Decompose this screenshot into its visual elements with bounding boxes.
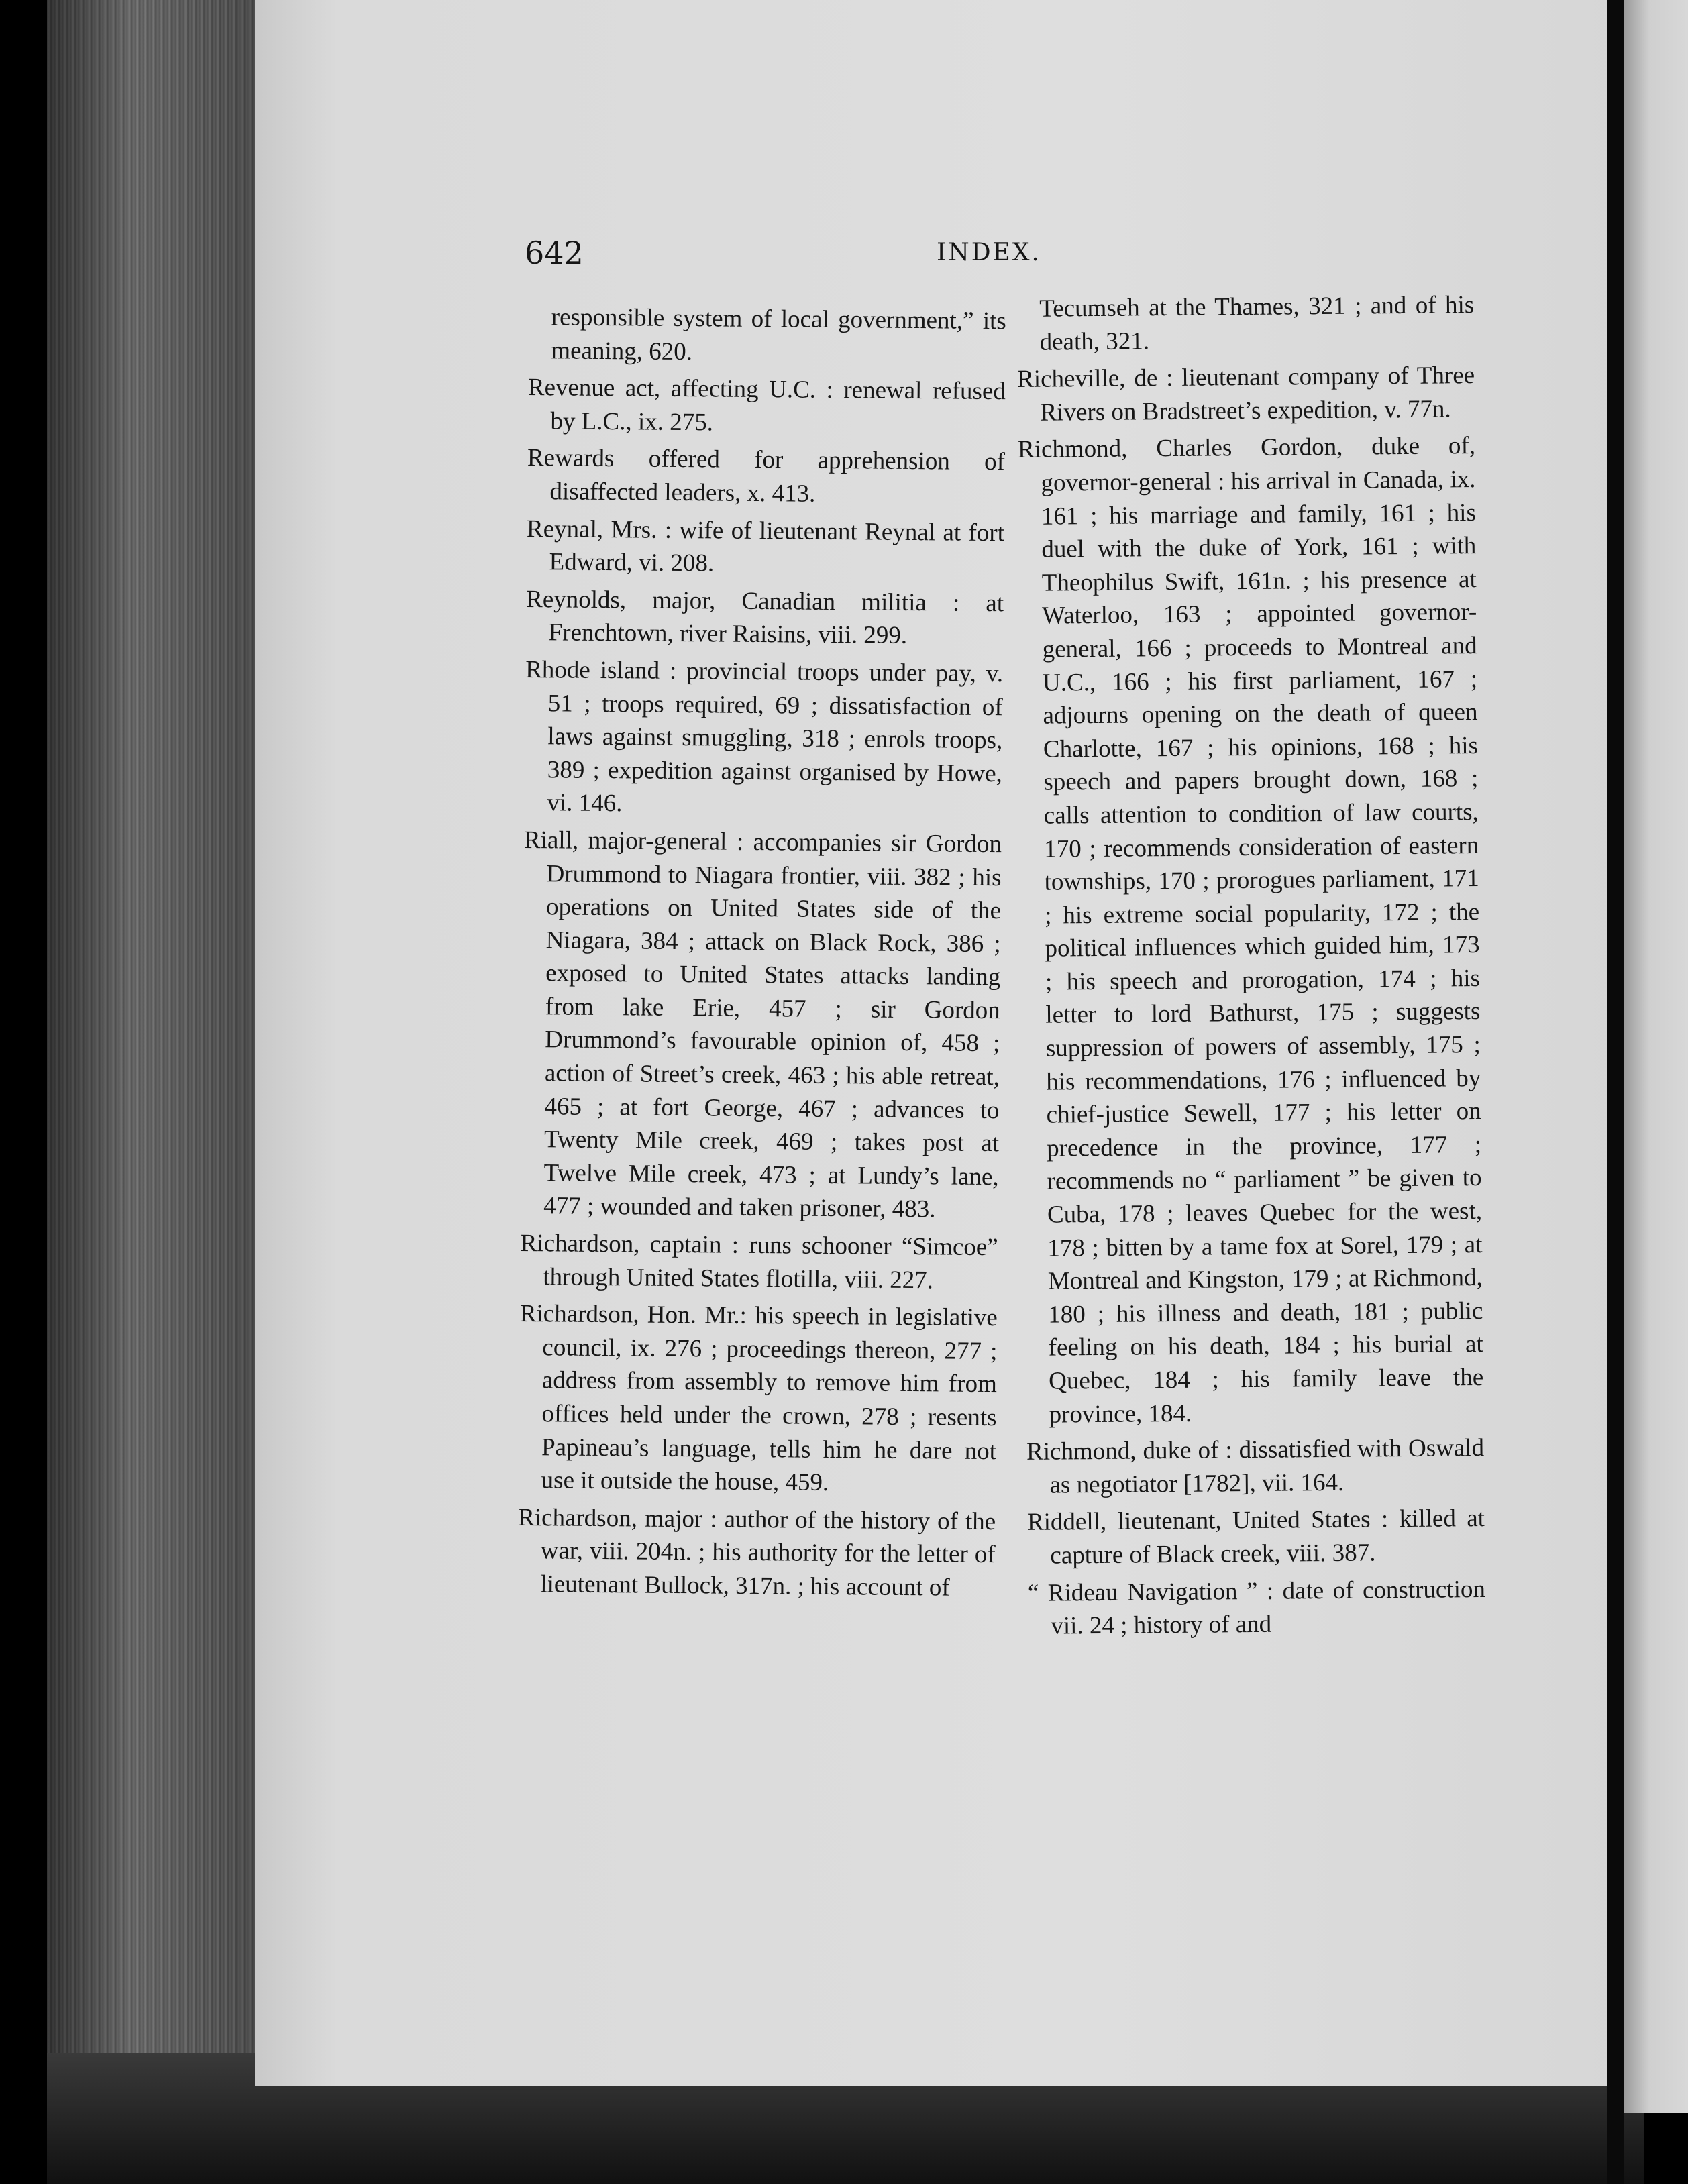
index-entry: “ Rideau Navigation ” : date of construction vii. 24 ; history of and <box>1027 1575 1486 1640</box>
index-entry: responsible system of local government,” its meaning, 620. <box>551 303 1006 366</box>
index-entry: Rhode island : provincial troops under pay, v. 51 ; troops required, 69 ; dissatisfaction of laws against smuggling, 318 ; enrols troops, 389 ; expedition against organised by Howe, vi. 146. <box>525 655 1004 818</box>
index-entry: Richardson, Hon. Mr.: his speech in legislative council, ix. 276 ; proceedings thereon, 277 ; address from assembly to remove him from offices held under the crown, 278 ; resents Papineau’s language, tells him he dare not use it outside the house, 459. <box>519 1300 998 1497</box>
index-entry: Richardson, major : author of the history of the war, viii. 204n. ; his authority for the letter of lieutenant Bullock, 317n. ; his account of <box>517 1503 996 1602</box>
running-head: INDEX. <box>937 239 1041 266</box>
index-column-right <box>1016 288 1486 1647</box>
index-entry: Reynal, Mrs. : wife of lieutenant Reynal at fort Edward, vi. 208. <box>526 514 1005 578</box>
index-entry: Richmond, duke of : dissatisfied with Oswald as negotiator [1782], vii. 164. <box>1026 1434 1485 1499</box>
index-column-left <box>517 301 1006 1609</box>
index-entry: Riall, major-general : accompanies sir Gordon Drummond to Niagara frontier, viii. 382 ; his operations on United States side of the Niagara, 384 ; attack on Black Rock, 386 ; exposed to United States attacks landing from lake Erie, 457 ; sir Gordon Drummond’s favourable opinion of, 458 ; action of Street’s creek, 463 ; his able retreat, 465 ; at fort George, 467 ; advances to Twenty Mile creek, 469 ; takes post at Twelve Mile creek, 473 ; at Lundy’s lane, 477 ; wounded and taken prisoner, 483. <box>523 826 1002 1223</box>
page-header <box>525 235 1464 282</box>
page-gutter <box>1607 0 1624 2184</box>
index-entry: Tecumseh at the Thames, 321 ; and of his death, 321. <box>1039 291 1475 356</box>
next-page-sliver <box>1624 0 1688 2113</box>
index-entry: Richeville, de : lieutenant company of Three Rivers on Bradstreet’s expedition, v. 77n. <box>1016 362 1475 427</box>
page-number: 642 <box>525 235 584 271</box>
book-edge-shadow <box>47 0 262 2184</box>
index-entry: Rewards offered for apprehension of disaffected leaders, x. 413. <box>527 444 1006 508</box>
index-entry: Richmond, Charles Gordon, duke of, governor-general : his arrival in Canada, ix. 161 ; his marriage and family, 161 ; his duel with the duke of York, 161 ; with Theophilus Swift, 161n. ; his presence at Waterloo, 163 ; appointed governor-general, 166 ; proceeds to Montreal and U.C., 166 ; his first parliament, 167 ; adjourns opening on the death of queen Charlotte, 167 ; his opinions, 168 ; his speech and papers brought down, 168 ; calls attention to condition of law courts, 170 ; recommends consideration of eastern townships, 170 ; prorogues parliament, 171 ; his extreme social popularity, 172 ; the political influences which guided him, 173 ; his speech and prorogation, 174 ; his letter to lord Bathurst, 175 ; suggests suppression of powers of assembly, 175 ; his recommendations, 176 ; influenced by chief-justice Sewell, 177 ; his letter on precedence in the province, 177 ; recommends no “ parliament ” be given to Cuba, 178 ; leaves Quebec for the west, 178 ; bitten by a tame fox at Sorel, 179 ; at Montreal and Kingston, 179 ; at Richmond, 180 ; his illness and death, 181 ; public feeling on his death, 184 ; his burial at Quebec, 184 ; his family leave the province, 184. <box>1017 432 1484 1429</box>
index-entry: Riddell, lieutenant, United States : killed at capture of Black creek, viii. 387. <box>1026 1505 1485 1570</box>
index-entry: Reynolds, major, Canadian militia : at Frenchtown, river Raisins, viii. 299. <box>525 585 1004 650</box>
index-entry: Richardson, captain : runs schooner “Simcoe” through United States flotilla, viii. 227. <box>520 1229 998 1294</box>
index-entry: Revenue act, affecting U.C. : renewal refused by L.C., ix. 275. <box>527 374 1006 437</box>
